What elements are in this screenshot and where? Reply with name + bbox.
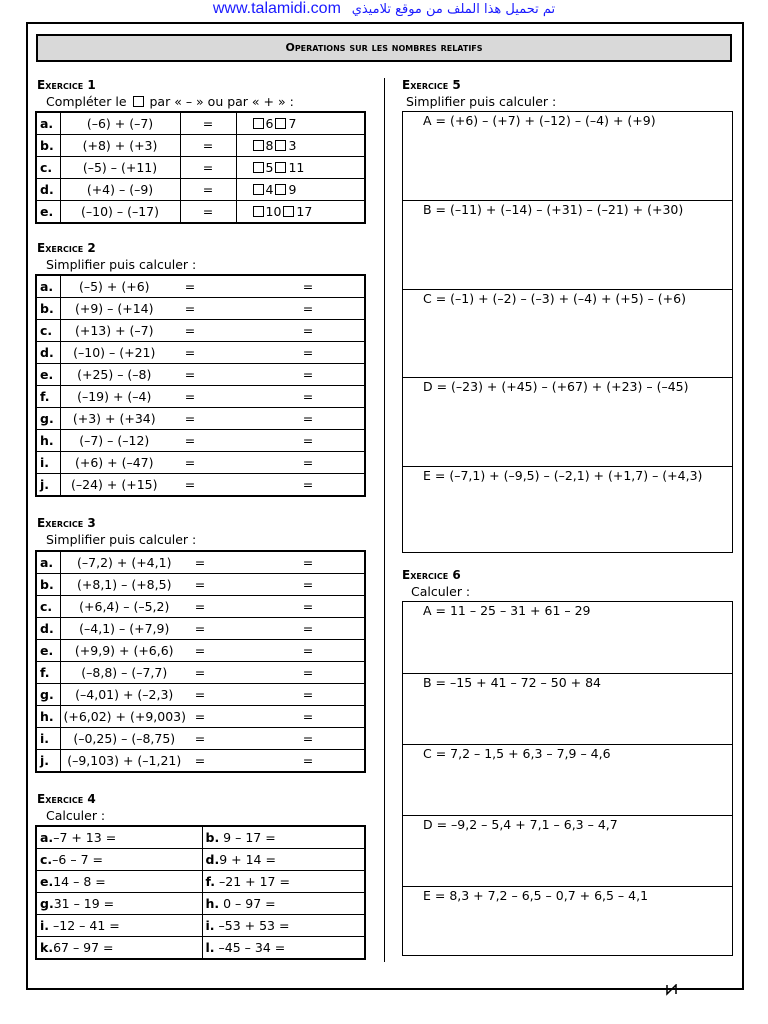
ex1-row [36, 157, 365, 179]
ex4-instruction: Calculer : [46, 808, 106, 823]
choice-value-a: 6 [265, 116, 274, 131]
expression: (+25) – (–8) [60, 364, 168, 386]
sign-box-icon[interactable] [253, 206, 264, 217]
equals-sign: = [288, 364, 328, 386]
answer-blank[interactable] [328, 640, 365, 662]
row-label: d. [36, 342, 60, 364]
answer-blank[interactable] [212, 342, 288, 364]
row-label: c. [36, 320, 60, 342]
equals-sign: = [168, 430, 212, 452]
row-label: j. [36, 474, 60, 497]
choice-value-b: 9 [288, 182, 297, 197]
ex1-row [36, 135, 365, 157]
ex4-cell[interactable] [36, 937, 202, 960]
cell-expression: 0 – 97 = [219, 896, 276, 911]
cell-expression: –45 – 34 = [214, 940, 286, 955]
cell-label: h. [205, 896, 220, 911]
cell-expression: –6 – 7 = [52, 852, 103, 867]
sign-box-icon[interactable] [253, 162, 264, 173]
answer-blank[interactable] [328, 408, 365, 430]
ex5-answer-cell[interactable] [403, 112, 732, 200]
row-label: f. [36, 386, 60, 408]
ex5-answer-boxes [402, 111, 733, 553]
row-label: j. [36, 750, 60, 773]
ex3-row [36, 640, 365, 662]
row-label: b. [36, 574, 60, 596]
ex1-instruction [46, 94, 294, 109]
ex3-table [35, 550, 366, 773]
expression: (+4) – (–9) [60, 179, 180, 201]
expression: (+8,1) – (+8,5) [60, 574, 188, 596]
row-label: d. [36, 179, 60, 201]
choice-value-a: 8 [265, 138, 274, 153]
answer-blank[interactable] [328, 750, 365, 773]
ex3-row [36, 551, 365, 574]
row-label: g. [36, 684, 60, 706]
ex2-row [36, 298, 365, 320]
equals-sign: = [288, 596, 328, 618]
row-label: a. [36, 275, 60, 298]
sign-box-icon[interactable] [275, 184, 286, 195]
ex2-row [36, 386, 365, 408]
ex4-cell[interactable] [202, 915, 365, 937]
ex4-table [35, 825, 366, 960]
equals-sign: = [288, 386, 328, 408]
expression: (–4,1) – (+7,9) [60, 618, 188, 640]
choice-value-b: 11 [288, 160, 305, 175]
answer-blank[interactable] [328, 551, 365, 574]
answer-blank[interactable] [212, 596, 288, 618]
equals-sign: = [168, 452, 212, 474]
expression: (+9) – (+14) [60, 298, 168, 320]
ex4-cell[interactable] [202, 849, 365, 871]
answer-blank[interactable] [212, 430, 288, 452]
ex1-instruction-pre: Compléter le [46, 94, 127, 109]
equals-sign: = [288, 662, 328, 684]
ex2-table [35, 274, 366, 497]
ex2-row [36, 430, 365, 452]
ex5-expression: B = (–11) + (–14) – (+31) – (–21) + (+30) [423, 202, 684, 218]
equals-sign: = [188, 618, 212, 640]
expression: (–10) – (–17) [60, 201, 180, 224]
ex5-instruction: Simplifier puis calculer : [406, 94, 557, 109]
equals-sign: = [288, 342, 328, 364]
ex4-row [36, 871, 365, 893]
ex3-row [36, 750, 365, 773]
equals-sign: = [188, 596, 212, 618]
answer-blank[interactable] [212, 452, 288, 474]
ex5-title: Exercice 5 [402, 78, 461, 92]
choice-value-a: 5 [265, 160, 274, 175]
equals-sign: = [180, 112, 236, 135]
ex3-row [36, 728, 365, 750]
download-notice: تم تحميل هذا الملف من موقع تلاميذي [351, 2, 556, 17]
expression: (–5) – (+11) [60, 157, 180, 179]
ex5-expression: A = (+6) – (+7) + (–12) – (–4) + (+9) [423, 113, 656, 128]
answer-blank[interactable] [212, 551, 288, 574]
answer-blank[interactable] [328, 474, 365, 497]
cell-label: e. [40, 874, 54, 889]
expression: (–4,01) + (–2,3) [60, 684, 188, 706]
ex1-table [35, 111, 366, 224]
answer-blank[interactable] [328, 452, 365, 474]
ex3-row [36, 618, 365, 640]
ex2-row [36, 452, 365, 474]
equals-sign: = [168, 408, 212, 430]
cell-expression: 14 – 8 = [53, 874, 106, 889]
equals-sign: = [288, 275, 328, 298]
ex2-row [36, 320, 365, 342]
ex5-answer-cell[interactable] [403, 289, 732, 377]
expression: (+3) + (+34) [60, 408, 168, 430]
answer-blank[interactable] [328, 342, 365, 364]
ex1-title: Exercice 1 [37, 78, 96, 92]
row-label: b. [36, 135, 60, 157]
equals-sign: = [288, 750, 328, 773]
answer-blank[interactable] [212, 320, 288, 342]
ex2-instruction: Simplifier puis calculer : [46, 257, 197, 272]
row-label: e. [36, 201, 60, 224]
equals-sign: = [188, 684, 212, 706]
answer-blank[interactable] [328, 662, 365, 684]
ex5-answer-cell[interactable] [403, 200, 732, 288]
row-label: c. [36, 157, 60, 179]
page-title: Operations sur les nombres relatifs [36, 34, 732, 62]
expression: (+6,02) + (+9,003) [60, 706, 188, 728]
equals-sign: = [168, 342, 212, 364]
answer-blank[interactable] [328, 320, 365, 342]
expression: (+6,4) – (–5,2) [60, 596, 188, 618]
ex3-row [36, 684, 365, 706]
equals-sign: = [188, 662, 212, 684]
ex4-cell[interactable] [202, 893, 365, 915]
equals-sign: = [188, 750, 212, 773]
answer-blank[interactable] [212, 364, 288, 386]
ex3-row [36, 596, 365, 618]
ex1-row [36, 201, 365, 224]
ex2-row [36, 342, 365, 364]
ex4-cell[interactable] [202, 871, 365, 893]
sign-box-icon[interactable] [253, 118, 264, 129]
equals-sign: = [288, 474, 328, 497]
answer-blank[interactable] [212, 640, 288, 662]
ex3-row [36, 662, 365, 684]
equals-sign: = [180, 157, 236, 179]
sign-choice [236, 157, 365, 179]
blank-box-icon [133, 96, 144, 107]
cell-expression: –7 + 13 = [53, 830, 117, 845]
equals-sign: = [288, 430, 328, 452]
ex6-expression: A = 11 – 25 – 31 + 61 – 29 [423, 603, 591, 618]
page-corner-mark [666, 984, 678, 996]
column-divider [384, 78, 385, 962]
cell-label: b. [205, 830, 220, 845]
cell-label: k. [40, 940, 54, 955]
row-label: a. [36, 551, 60, 574]
equals-sign: = [288, 728, 328, 750]
ex3-instruction: Simplifier puis calculer : [46, 532, 197, 547]
cell-expression: 31 – 19 = [53, 896, 115, 911]
equals-sign: = [168, 474, 212, 497]
expression: (+8) + (+3) [60, 135, 180, 157]
sign-box-icon[interactable] [275, 162, 286, 173]
ex4-row [36, 893, 365, 915]
answer-blank[interactable] [212, 574, 288, 596]
cell-label: d. [205, 852, 220, 867]
cell-label: c. [40, 852, 53, 867]
cell-label: i. [205, 918, 215, 933]
equals-sign: = [288, 452, 328, 474]
ex6-instruction: Calculer : [411, 584, 471, 599]
cell-expression: 67 – 97 = [53, 940, 114, 955]
ex4-cell[interactable] [36, 826, 202, 849]
sign-choice [236, 179, 365, 201]
ex2-row [36, 474, 365, 497]
ex3-row [36, 574, 365, 596]
cell-label: g. [40, 896, 54, 911]
ex4-cell[interactable] [202, 937, 365, 960]
answer-blank[interactable] [328, 728, 365, 750]
row-label: i. [36, 728, 60, 750]
expression: (–7,2) + (+4,1) [60, 551, 188, 574]
answer-blank[interactable] [328, 706, 365, 728]
ex4-row [36, 849, 365, 871]
equals-sign: = [288, 551, 328, 574]
ex6-answer-cell[interactable] [403, 673, 732, 744]
row-label: d. [36, 618, 60, 640]
equals-sign: = [188, 551, 212, 574]
answer-blank[interactable] [328, 430, 365, 452]
ex4-row [36, 826, 365, 849]
cell-expression: 9 – 17 = [219, 830, 276, 845]
equals-sign: = [288, 640, 328, 662]
answer-blank[interactable] [328, 275, 365, 298]
ex4-cell[interactable] [36, 893, 202, 915]
row-label: e. [36, 640, 60, 662]
cell-label: i. [40, 918, 50, 933]
ex5-answer-cell[interactable] [403, 466, 732, 554]
site-url[interactable]: www.talamidi.com [212, 0, 341, 17]
answer-blank[interactable] [328, 574, 365, 596]
ex6-answer-cell[interactable] [403, 744, 732, 815]
ex3-row [36, 706, 365, 728]
ex2-row [36, 364, 365, 386]
ex5-expression: E = (–7,1) + (–9,5) – (–2,1) + (+1,7) – (+4,3) [423, 467, 703, 483]
answer-blank[interactable] [328, 364, 365, 386]
sign-box-icon[interactable] [253, 140, 264, 151]
ex2-row [36, 408, 365, 430]
expression: (–19) + (–4) [60, 386, 168, 408]
expression: (–9,103) + (–1,21) [60, 750, 188, 773]
equals-sign: = [288, 408, 328, 430]
answer-blank[interactable] [212, 618, 288, 640]
ex4-cell[interactable] [36, 849, 202, 871]
choice-value-b: 3 [288, 138, 297, 153]
ex2-title: Exercice 2 [37, 241, 96, 255]
equals-sign: = [180, 201, 236, 224]
equals-sign: = [168, 320, 212, 342]
answer-blank[interactable] [212, 728, 288, 750]
ex2-row [36, 275, 365, 298]
equals-sign: = [288, 320, 328, 342]
ex5-expression: C = (–1) + (–2) – (–3) + (–4) + (+5) – (+6) [423, 290, 686, 306]
sign-choice [236, 201, 365, 224]
cell-expression: –53 + 53 = [214, 918, 290, 933]
equals-sign: = [188, 728, 212, 750]
choice-value-b: 7 [288, 116, 297, 131]
sign-box-icon[interactable] [275, 140, 286, 151]
row-label: f. [36, 662, 60, 684]
cell-label: l. [205, 940, 215, 955]
answer-blank[interactable] [212, 474, 288, 497]
equals-sign: = [168, 386, 212, 408]
expression: (+9,9) + (+6,6) [60, 640, 188, 662]
ex1-row [36, 179, 365, 201]
header-download-link[interactable] [0, 0, 768, 18]
ex5-expression: D = (–23) + (+45) – (+67) + (+23) – (–45) [423, 379, 689, 395]
ex6-answer-boxes [402, 601, 733, 956]
answer-blank[interactable] [212, 684, 288, 706]
cell-expression: –12 – 41 = [49, 918, 120, 933]
answer-blank[interactable] [328, 684, 365, 706]
ex4-title: Exercice 4 [37, 792, 96, 806]
choice-value-b: 17 [296, 204, 313, 219]
answer-blank[interactable] [212, 275, 288, 298]
answer-blank[interactable] [328, 596, 365, 618]
sign-choice [236, 112, 365, 135]
ex4-row [36, 915, 365, 937]
equals-sign: = [188, 640, 212, 662]
equals-sign: = [288, 618, 328, 640]
ex6-expression: E = 8,3 + 7,2 – 6,5 – 0,7 + 6,5 – 4,1 [423, 888, 649, 903]
equals-sign: = [168, 364, 212, 386]
ex4-cell[interactable] [36, 915, 202, 937]
expression: (–6) + (–7) [60, 112, 180, 135]
cell-expression: 9 + 14 = [219, 852, 276, 867]
equals-sign: = [288, 298, 328, 320]
row-label: e. [36, 364, 60, 386]
sign-box-icon[interactable] [253, 184, 264, 195]
row-label: b. [36, 298, 60, 320]
cell-expression: –21 + 17 = [215, 874, 290, 889]
answer-blank[interactable] [212, 386, 288, 408]
equals-sign: = [180, 135, 236, 157]
answer-blank[interactable] [212, 408, 288, 430]
row-label: c. [36, 596, 60, 618]
expression: (–24) + (+15) [60, 474, 168, 497]
expression: (+13) + (–7) [60, 320, 168, 342]
expression: (+6) + (–47) [60, 452, 168, 474]
expression: (–0,25) – (–8,75) [60, 728, 188, 750]
ex1-instruction-post: par « – » ou par « + » : [149, 94, 294, 109]
choice-value-a: 10 [265, 204, 282, 219]
answer-blank[interactable] [212, 706, 288, 728]
row-label: g. [36, 408, 60, 430]
ex3-title: Exercice 3 [37, 516, 96, 530]
equals-sign: = [168, 298, 212, 320]
answer-blank[interactable] [212, 662, 288, 684]
answer-blank[interactable] [328, 386, 365, 408]
answer-blank[interactable] [212, 750, 288, 773]
expression: (–10) – (+21) [60, 342, 168, 364]
answer-blank[interactable] [328, 298, 365, 320]
cell-label: f. [205, 874, 216, 889]
ex5-answer-cell[interactable] [403, 377, 732, 465]
expression: (–5) + (+6) [60, 275, 168, 298]
equals-sign: = [188, 706, 212, 728]
ex6-answer-cell[interactable] [403, 886, 732, 957]
ex6-expression: D = –9,2 – 5,4 + 7,1 – 6,3 – 4,7 [423, 817, 618, 832]
ex6-expression: C = 7,2 – 1,5 + 6,3 – 7,9 – 4,6 [423, 746, 611, 761]
row-label: h. [36, 430, 60, 452]
row-label: i. [36, 452, 60, 474]
row-label: h. [36, 706, 60, 728]
ex4-cell[interactable] [202, 826, 365, 849]
equals-sign: = [168, 275, 212, 298]
sign-box-icon[interactable] [275, 118, 286, 129]
ex4-row [36, 937, 365, 960]
answer-blank[interactable] [212, 298, 288, 320]
ex6-expression: B = –15 + 41 – 72 – 50 + 84 [423, 675, 602, 690]
sign-box-icon[interactable] [283, 206, 294, 217]
ex6-answer-cell[interactable] [403, 815, 732, 886]
expression: (–8,8) – (–7,7) [60, 662, 188, 684]
equals-sign: = [188, 574, 212, 596]
equals-sign: = [288, 684, 328, 706]
equals-sign: = [288, 574, 328, 596]
cell-label: a. [40, 830, 54, 845]
ex1-row [36, 112, 365, 135]
answer-blank[interactable] [328, 618, 365, 640]
expression: (–7) – (–12) [60, 430, 168, 452]
equals-sign: = [288, 706, 328, 728]
equals-sign: = [180, 179, 236, 201]
ex4-cell[interactable] [36, 871, 202, 893]
ex6-title: Exercice 6 [402, 568, 461, 582]
ex6-answer-cell[interactable] [403, 602, 732, 673]
sign-choice [236, 135, 365, 157]
row-label: a. [36, 112, 60, 135]
choice-value-a: 4 [265, 182, 274, 197]
